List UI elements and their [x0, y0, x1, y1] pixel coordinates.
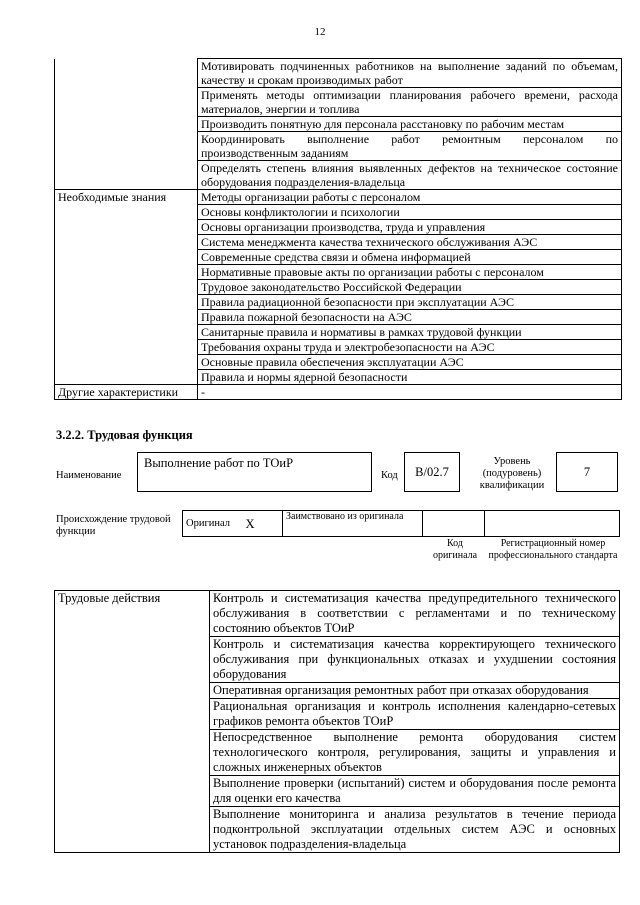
row-value: Мотивировать подчиненных работников на выполнение заданий по объемам, качеству и срокам производимых работ [198, 59, 622, 88]
row-value: Основные правила обеспечения эксплуатации АЭС [198, 355, 622, 370]
row-label [55, 250, 198, 265]
row-value: Применять методы оптимизации планирования рабочего времени, расхода материалов, энергии и топлива [198, 88, 622, 117]
table-row [55, 59, 622, 88]
row-value: Оперативная организация ремонтных работ при отказах оборудования [210, 683, 620, 699]
original-code-cell [423, 511, 485, 537]
row-value: Контроль и систематизация качества предупредительного технического обслуживания в соответствии с регламентами и по техническому состоянию объектов ТОиР [210, 591, 620, 637]
row-label [55, 117, 198, 132]
row-label [55, 280, 198, 295]
origin-label: Происхождение трудовой функции [56, 514, 171, 537]
row-label: Необходимые знания [55, 190, 198, 205]
reg-caption: Регистрационный номер профессионального стандарта [488, 538, 618, 561]
table-row [55, 310, 622, 325]
row-value: Основы конфликтологии и психологии [198, 205, 622, 220]
table-row [55, 295, 622, 310]
row-value: Санитарные правила и нормативы в рамках трудовой функции [198, 325, 622, 340]
row-label [55, 220, 198, 235]
table-row [55, 355, 622, 370]
section-title: 3.2.2. Трудовая функция [56, 428, 193, 442]
row-label [55, 235, 198, 250]
original-label: Оригинал [183, 511, 243, 537]
table-row [55, 117, 622, 132]
row-label [55, 295, 198, 310]
row-label [55, 88, 198, 117]
name-value-box [137, 452, 372, 492]
level-label: Уровень (подуровень) квалификации [479, 456, 545, 491]
table-row [55, 385, 622, 400]
borrowed-label: Заимствовано из оригинала [283, 511, 423, 537]
labor-actions-table [54, 590, 620, 853]
original-mark: X [243, 511, 283, 537]
row-value: Определять степень влияния выявленных дефектов на техническое состояние оборудования подразделения-владельца [198, 161, 622, 190]
row-label [55, 340, 198, 355]
table-row [55, 370, 622, 385]
row-value: Нормативные правовые акты по организации работы с персоналом [198, 265, 622, 280]
table-row [55, 325, 622, 340]
row-label [55, 325, 198, 340]
row-label [55, 370, 198, 385]
row-label [55, 355, 198, 370]
name-value: Выполнение работ по ТОиР [144, 456, 294, 470]
table-row [55, 280, 622, 295]
row-value: Правила пожарной безопасности на АЭС [198, 310, 622, 325]
row-label [55, 161, 198, 190]
row-value: Система менеджмента качества технического обслуживания АЭС [198, 235, 622, 250]
table-row [55, 591, 620, 637]
code-value: B/02.7 [415, 465, 449, 479]
table-row [55, 235, 622, 250]
code-value-box [404, 452, 460, 492]
table-row [55, 205, 622, 220]
code-caption: Код оригинала [432, 538, 478, 561]
row-value: Правила и нормы ядерной безопасности [198, 370, 622, 385]
row-label [55, 310, 198, 325]
table-row [55, 88, 622, 117]
row-value: Основы организации производства, труда и управления [198, 220, 622, 235]
table-row [55, 190, 622, 205]
row-label [55, 59, 198, 88]
row-label: Трудовые действия [55, 591, 210, 853]
row-value: Контроль и систематизация качества корректирующего технического обслуживания при функциональных отказах и ухудшении состояния оборудования [210, 637, 620, 683]
table-row [55, 340, 622, 355]
row-value: Выполнение мониторинга и анализа результатов в течение периода подконтрольной эксплуатации отдельных систем АЭС и основных установок подразделения-владельца [210, 807, 620, 853]
row-value: Правила радиационной безопасности при эксплуатации АЭС [198, 295, 622, 310]
page-number: 12 [314, 26, 326, 38]
row-value: Методы организации работы с персоналом [198, 190, 622, 205]
row-label [55, 132, 198, 161]
row-value: Рациональная организация и контроль исполнения календарно-сетевых графиков ремонта объектов ТОиР [210, 699, 620, 730]
row-label [55, 205, 198, 220]
table-row [55, 265, 622, 280]
reg-number-cell [485, 511, 620, 537]
row-value: Выполнение проверки (испытаний) систем и оборудования после ремонта для оценки его качества [210, 776, 620, 807]
row-label: Другие характеристики [55, 385, 198, 400]
table-row [55, 220, 622, 235]
code-label: Код [381, 470, 398, 481]
row-value: Требования охраны труда и электробезопасности на АЭС [198, 340, 622, 355]
table-row [55, 250, 622, 265]
row-label [55, 265, 198, 280]
table-row [55, 161, 622, 190]
row-value: Современные средства связи и обмена информацией [198, 250, 622, 265]
row-value: Производить понятную для персонала расстановку по рабочим местам [198, 117, 622, 132]
row-value: - [198, 385, 622, 400]
table-row [55, 132, 622, 161]
level-value-box [556, 452, 618, 492]
row-value: Непосредственное выполнение ремонта оборудования систем технологического контроля, регулирования, защиты и управления и сложных инженерных объектов [210, 730, 620, 776]
level-value: 7 [583, 465, 591, 479]
name-label: Наименование [56, 470, 122, 481]
row-value: Координировать выполнение работ ремонтным персоналом по производственным заданиям [198, 132, 622, 161]
row-value: Трудовое законодательство Российской Федерации [198, 280, 622, 295]
skills-knowledge-table [54, 58, 622, 400]
origin-table [182, 510, 620, 537]
